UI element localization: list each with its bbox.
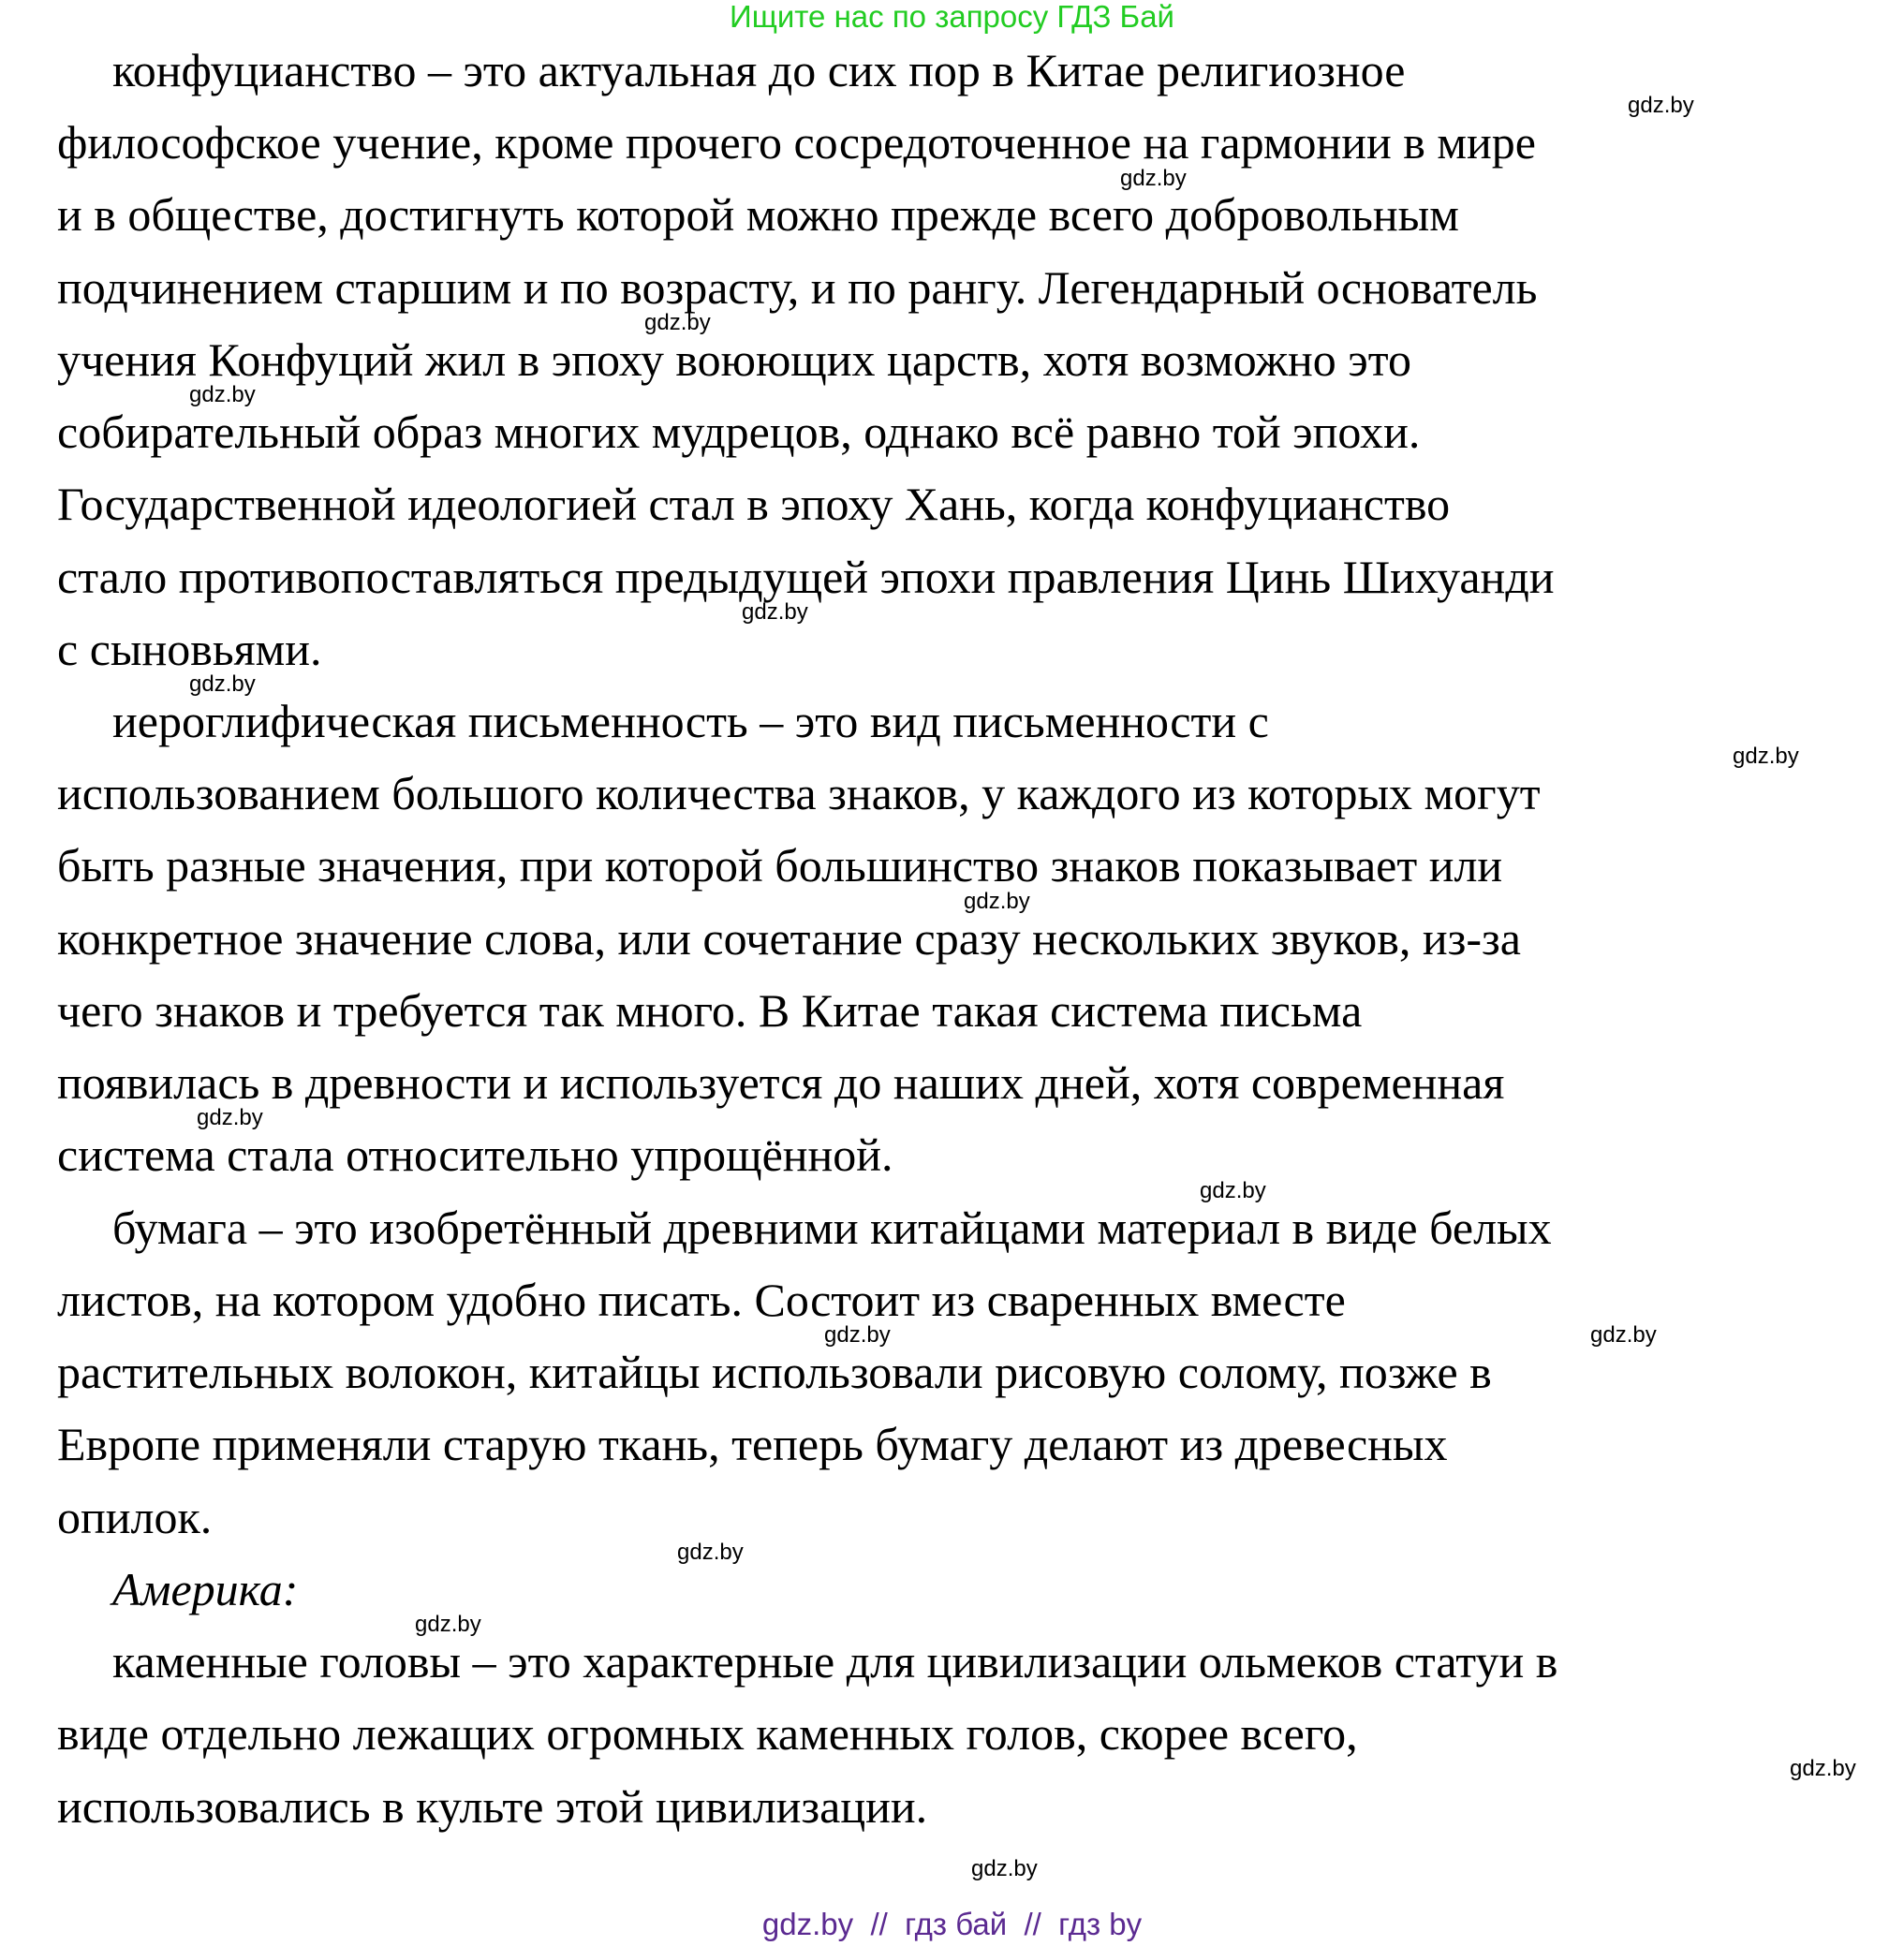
watermark: gdz.by <box>1733 744 1799 769</box>
paragraph-confucianism-line: конфуцианство – это актуальная до сих пор в Китае религиозное <box>112 44 1406 96</box>
paragraph-confucianism-line: с сыновьями. <box>57 623 322 675</box>
paragraph-hieroglyphs-line: чего знаков и требуется так много. В Китае такая система письма <box>57 984 1363 1037</box>
paragraph-confucianism-line: учения Конфуций жил в эпоху воюющих царств, хотя возможно это <box>57 333 1411 386</box>
watermark: gdz.by <box>1200 1178 1266 1203</box>
watermark: gdz.by <box>415 1612 481 1637</box>
paragraph-confucianism-line: подчинением старшим и по возрасту, и по рангу. Легендарный основатель <box>57 261 1538 314</box>
paragraph-confucianism-line: и в обществе, достигнуть которой можно прежде всего добровольным <box>57 188 1459 241</box>
watermark: gdz.by <box>189 382 256 407</box>
paragraph-hieroglyphs-line: появилась в древности и используется до наших дней, хотя современная <box>57 1056 1505 1109</box>
watermark: gdz.by <box>1628 93 1694 118</box>
watermark: gdz.by <box>189 671 256 697</box>
paragraph-stone-heads-line: использовались в культе этой цивилизации. <box>57 1780 928 1833</box>
search-hint-banner: Ищите нас по запросу ГДЗ Бай <box>730 0 1174 34</box>
watermark: gdz.by <box>197 1105 263 1130</box>
paragraph-paper-line: Европе применяли старую ткань, теперь бумагу делают из древесных <box>57 1418 1448 1470</box>
paragraph-confucianism-line: философское учение, кроме прочего сосредоточенное на гармонии в мире <box>57 116 1536 169</box>
watermark: gdz.by <box>824 1322 891 1348</box>
watermark: gdz.by <box>644 310 711 335</box>
paragraph-confucianism-line: собирательный образ многих мудрецов, однако всё равно той эпохи. <box>57 405 1421 458</box>
paragraph-paper-line: листов, на котором удобно писать. Состоит из сваренных вместе <box>57 1274 1346 1326</box>
paragraph-hieroglyphs-line: быть разные значения, при которой большинство знаков показывает или <box>57 839 1503 892</box>
paragraph-stone-heads-line: виде отдельно лежащих огромных каменных голов, скорее всего, <box>57 1707 1358 1760</box>
watermark: gdz.by <box>677 1540 744 1565</box>
paragraph-paper-line: растительных волокон, китайцы использовали рисовую солому, позже в <box>57 1346 1492 1398</box>
paragraph-paper-line: бумага – это изобретённый древними китайцами материал в виде белых <box>112 1202 1552 1254</box>
paragraph-confucianism-line: стало противопоставляться предыдущей эпохи правления Цинь Шихуанди <box>57 551 1555 603</box>
paragraph-hieroglyphs-line: иероглифическая письменность – это вид письменности с <box>112 695 1269 747</box>
paragraph-paper-line: опилок. <box>57 1491 213 1543</box>
section-heading-america: Америка: <box>112 1563 299 1615</box>
paragraph-hieroglyphs-line: система стала относительно упрощённой. <box>57 1128 893 1181</box>
watermark: gdz.by <box>1590 1322 1657 1348</box>
paragraph-confucianism-line: Государственной идеологией стал в эпоху Хань, когда конфуцианство <box>57 478 1451 530</box>
watermark: gdz.by <box>964 889 1030 914</box>
watermark: gdz.by <box>1790 1756 1856 1781</box>
paragraph-stone-heads-line: каменные головы – это характерные для цивилизации ольмеков статуи в <box>112 1635 1558 1688</box>
paragraph-hieroglyphs-line: использованием большого количества знаков, у каждого из которых могут <box>57 767 1541 819</box>
footer-links: gdz.by // гдз бай // гдз by <box>761 1907 1143 1941</box>
watermark: gdz.by <box>742 599 808 625</box>
watermark: gdz.by <box>971 1856 1038 1881</box>
watermark: gdz.by <box>1120 166 1187 191</box>
paragraph-hieroglyphs-line: конкретное значение слова, или сочетание сразу нескольких звуков, из-за <box>57 912 1521 965</box>
